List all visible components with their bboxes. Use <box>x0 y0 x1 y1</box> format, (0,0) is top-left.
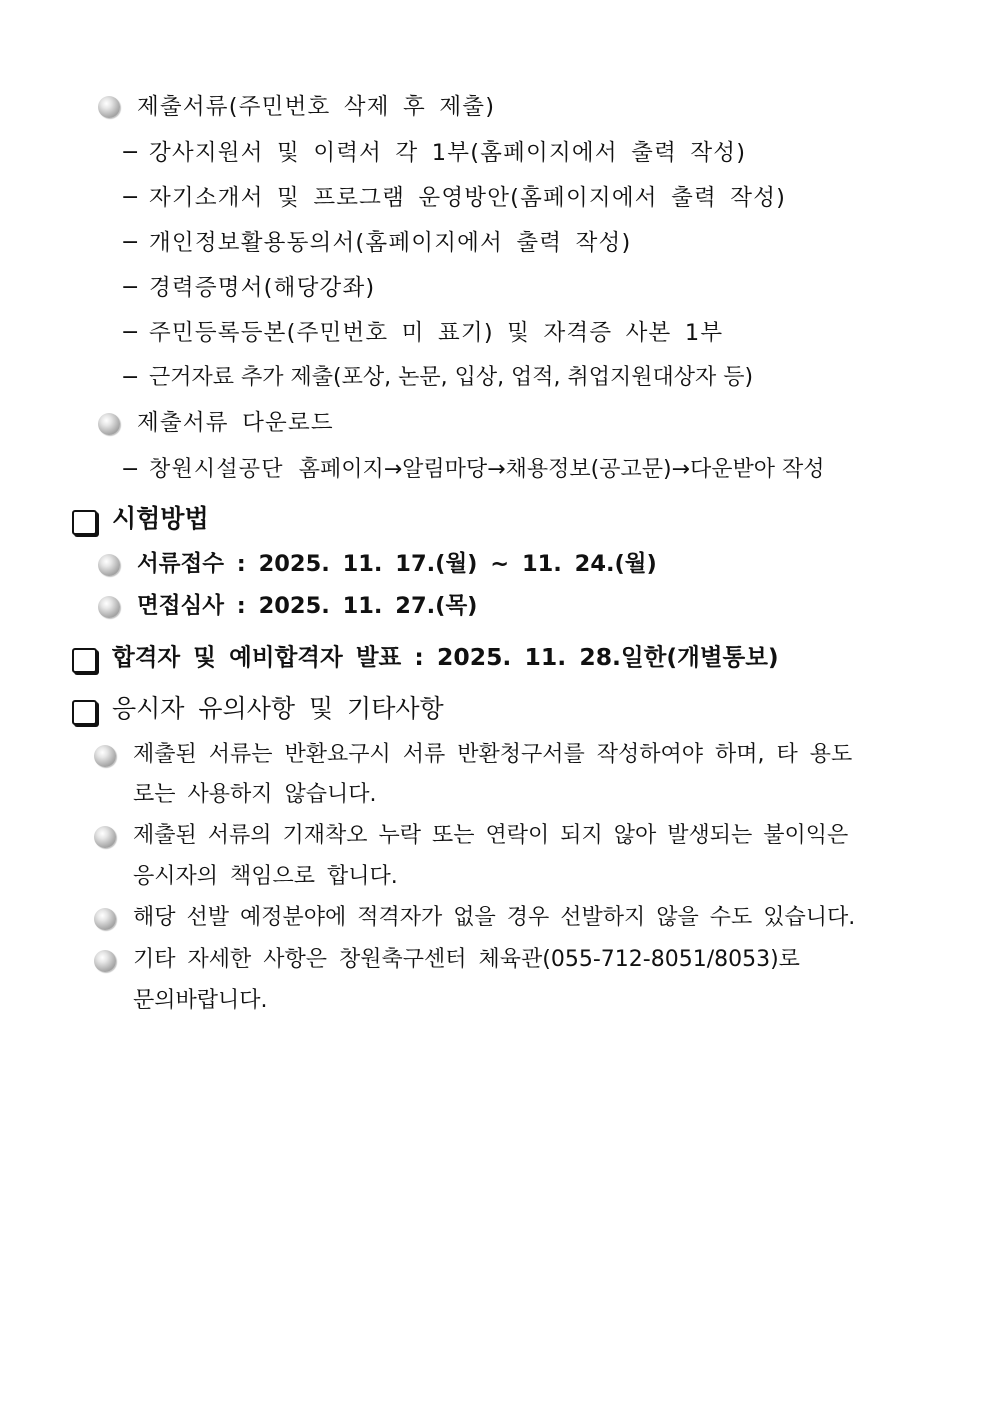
bullet-icon <box>94 908 116 930</box>
download-path-line <box>149 455 824 485</box>
docs-item: 근거자료 추가 제출(포상, 논문, 입상, 업적, 취업지원대상자 등) <box>149 365 754 390</box>
exam-item: 서류접수 : 2025. 11. 17.(월) ~ 11. 24.(월) <box>137 551 657 577</box>
exam-heading: 시험방법 <box>112 504 209 533</box>
docs-item: 강사지원서 및 이력서 각 1부(홈페이지에서 출력 작성) <box>149 140 747 166</box>
dash-icon: − <box>121 185 140 210</box>
notes-item-line: 제출된 서류의 기재착오 누락 또는 연락이 되지 않아 발생되는 불이익은 <box>133 823 849 848</box>
bullet-icon <box>98 413 120 435</box>
exam-item: 면접심사 : 2025. 11. 27.(목) <box>137 593 478 619</box>
notes-item-line: 문의바랍니다. <box>133 988 268 1013</box>
bullet-icon <box>98 596 120 618</box>
bullet-icon <box>98 554 120 576</box>
notes-item-line: 해당 선발 예정분야에 적격자가 없을 경우 선발하지 않을 수도 있습니다. <box>133 905 856 930</box>
bullet-icon <box>98 96 120 118</box>
docs-item: 개인정보활용동의서(홈페이지에서 출력 작성) <box>149 230 632 256</box>
docs-item: 경력증명서(해당강좌) <box>149 275 376 301</box>
docs-title: 제출서류(주민번호 삭제 후 제출) <box>137 94 496 120</box>
checkbox-icon <box>72 700 97 725</box>
download-title: 제출서류 다운로드 <box>137 410 334 436</box>
dash-icon: − <box>121 275 140 300</box>
notes-item-line: 제출된 서류는 반환요구시 서류 반환청구서를 작성하여야 하며, 타 용도 <box>133 742 853 767</box>
checkbox-icon <box>72 648 97 673</box>
bullet-icon <box>94 826 116 848</box>
dash-icon: − <box>121 230 140 255</box>
notes-item-line: 응시자의 책임으로 합니다. <box>133 864 398 889</box>
dash-icon: − <box>121 320 140 345</box>
bullet-icon <box>94 745 116 767</box>
docs-item: 주민등록등본(주민번호 미 표기) 및 자격증 사본 1부 <box>149 320 724 346</box>
dash-icon: − <box>121 365 140 390</box>
bullet-icon <box>94 950 116 972</box>
dash-icon: − <box>121 140 140 165</box>
notes-heading: 응시자 유의사항 및 기타사항 <box>112 694 444 723</box>
notes-item-line: 기타 자세한 사항은 창원축구센터 체육관(055-712-8051/8053)로 <box>133 947 800 972</box>
download-prefix: 창원시설공단 <box>149 457 284 482</box>
notes-item-line: 로는 사용하지 않습니다. <box>133 782 377 807</box>
announce-heading: 합격자 및 예비합격자 발표 : 2025. 11. 28.일한(개별통보) <box>112 643 779 671</box>
download-path: 홈페이지→알림마당→채용정보(공고문)→다운받아 작성 <box>298 457 825 482</box>
docs-item: 자기소개서 및 프로그램 운영방안(홈페이지에서 출력 작성) <box>149 185 787 211</box>
dash-icon: − <box>121 457 140 482</box>
checkbox-icon <box>72 510 97 535</box>
